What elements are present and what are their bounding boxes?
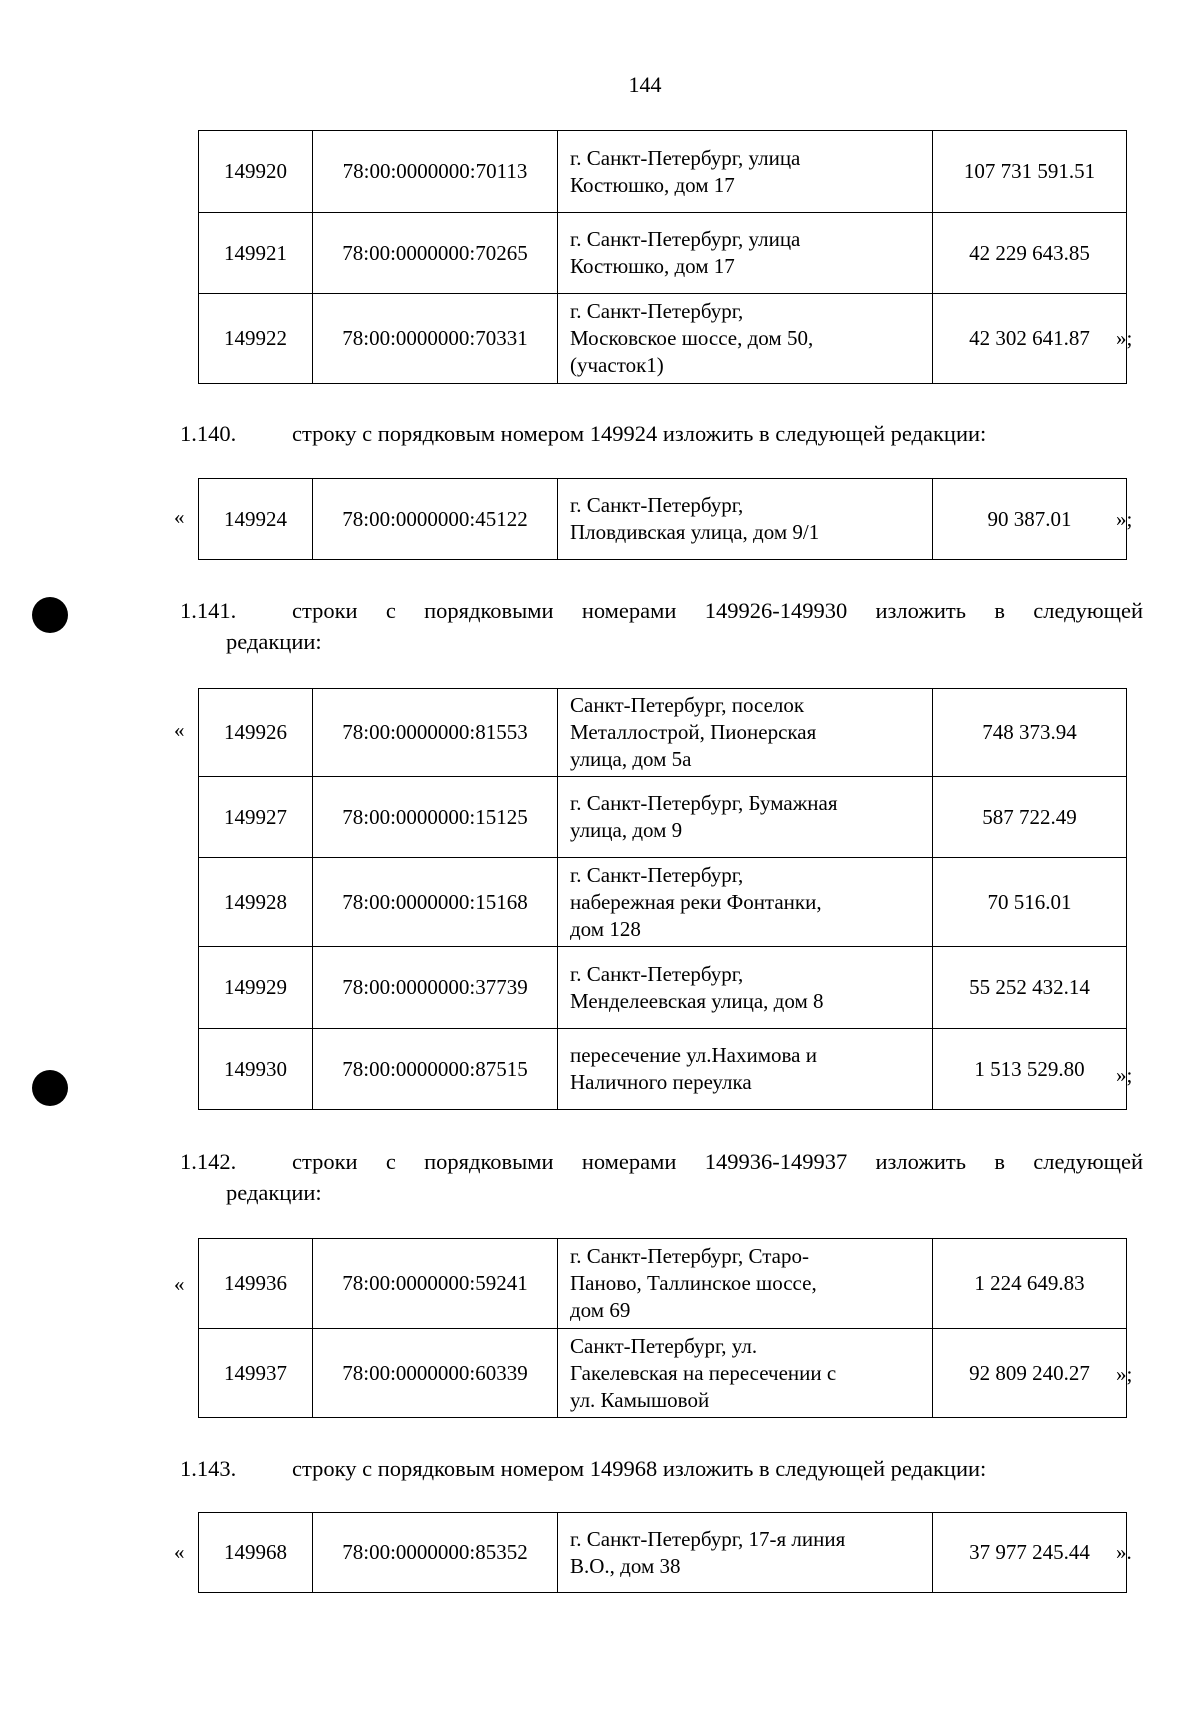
address-line: Наличного переулка <box>570 1070 752 1094</box>
address-line: Менделеевская улица, дом 8 <box>570 988 824 1013</box>
cadastral-number: 78:00:0000000:37739 <box>313 947 558 1029</box>
address <box>558 947 933 1029</box>
address-line: г. Санкт-Петербург, <box>570 299 744 323</box>
address <box>558 479 933 560</box>
address-line: Гакелевская на пересечении с <box>570 1360 837 1385</box>
address-line: ул. Камышовой <box>570 1387 710 1412</box>
paragraph-text: строки с порядковыми номерами 149936-149937 изложить в следующей <box>292 1149 1143 1174</box>
cadastral-value: 42 302 641.87 <box>933 294 1127 384</box>
paragraph-number: 1.140. <box>180 421 237 446</box>
table-row <box>199 777 1127 858</box>
address-line: г. Санкт-Петербург, улица <box>570 145 801 170</box>
address-line: дом 128 <box>570 916 641 941</box>
row-number: 149922 <box>199 294 313 384</box>
cadastral-number: 78:00:0000000:85352 <box>313 1513 558 1593</box>
address <box>558 131 933 213</box>
cadastral-number: 78:00:0000000:15125 <box>313 777 558 858</box>
address <box>558 213 933 294</box>
page-number: 144 <box>628 72 662 97</box>
address-line: (участок1) <box>570 353 664 377</box>
table-149926-149930 <box>198 688 1127 1110</box>
address <box>558 1239 933 1329</box>
cadastral-value: 587 722.49 <box>933 777 1127 858</box>
cadastral-number: 78:00:0000000:70331 <box>313 294 558 384</box>
address <box>558 858 933 947</box>
cadastral-number: 78:00:0000000:15168 <box>313 858 558 947</box>
address-line: г. Санкт-Петербург, <box>570 862 744 887</box>
address <box>558 777 933 858</box>
table-row <box>199 479 1127 560</box>
row-number: 149920 <box>199 131 313 213</box>
address-line: г. Санкт-Петербург, 17-я линия <box>570 1526 846 1551</box>
table-row <box>199 1329 1127 1418</box>
cadastral-value: 1 224 649.83 <box>933 1239 1127 1329</box>
row-number: 149926 <box>199 689 313 777</box>
address-line: пересечение ул.Нахимова и <box>570 1043 817 1067</box>
table-row <box>199 1029 1127 1110</box>
amendment-paragraph <box>180 1146 1143 1177</box>
address <box>558 689 933 777</box>
address-line: В.О., дом 38 <box>570 1553 681 1578</box>
opening-quote: « <box>174 718 185 742</box>
cadastral-value: 70 516.01 <box>933 858 1127 947</box>
address <box>558 1513 933 1593</box>
address-line: г. Санкт-Петербург, <box>570 961 744 986</box>
closing-quote: »; <box>1116 1063 1133 1087</box>
address-line: Костюшко, дом 17 <box>570 172 735 197</box>
row-number: 149927 <box>199 777 313 858</box>
cadastral-number: 78:00:0000000:59241 <box>313 1239 558 1329</box>
cadastral-number: 78:00:0000000:87515 <box>313 1029 558 1110</box>
punch-hole-bottom <box>32 1070 68 1106</box>
address-line: г. Санкт-Петербург, <box>570 493 744 517</box>
opening-quote: « <box>174 1540 185 1564</box>
paragraph-text: строку с порядковым номером 149924 изложить в следующей редакции: <box>292 421 987 446</box>
table-continuation <box>198 130 1127 384</box>
address-line: Санкт-Петербург, ул. <box>570 1333 758 1358</box>
amendment-paragraph-continuation: редакции: <box>226 1180 322 1205</box>
paragraph-number: 1.142. <box>180 1149 237 1174</box>
amendment-paragraph <box>180 418 1143 449</box>
row-number: 149937 <box>199 1329 313 1418</box>
opening-quote: « <box>174 1272 185 1296</box>
row-number: 149924 <box>199 479 313 560</box>
table-row <box>199 131 1127 213</box>
address-line: г. Санкт-Петербург, Старо- <box>570 1244 809 1268</box>
address-line: г. Санкт-Петербург, Бумажная <box>570 791 838 815</box>
cadastral-value: 748 373.94 <box>933 689 1127 777</box>
address-line: Костюшко, дом 17 <box>570 254 735 278</box>
table-row <box>199 294 1127 384</box>
cadastral-value: 92 809 240.27 <box>933 1329 1127 1418</box>
cadastral-number: 78:00:0000000:45122 <box>313 479 558 560</box>
cadastral-value: 37 977 245.44 <box>933 1513 1127 1593</box>
table-row <box>199 213 1127 294</box>
address-line: Паново, Таллинское шоссе, <box>570 1271 817 1295</box>
address-line: Московское шоссе, дом 50, <box>570 326 814 350</box>
cadastral-value: 55 252 432.14 <box>933 947 1127 1029</box>
cadastral-value: 42 229 643.85 <box>933 213 1127 294</box>
row-number: 149928 <box>199 858 313 947</box>
amendment-paragraph <box>180 595 1143 626</box>
closing-quote: »; <box>1116 1362 1133 1386</box>
table-row <box>199 947 1127 1029</box>
row-number: 149936 <box>199 1239 313 1329</box>
table-149936-149937 <box>198 1238 1127 1418</box>
table-149924 <box>198 478 1127 560</box>
paragraph-text: строку с порядковым номером 149968 изложить в следующей редакции: <box>292 1456 987 1481</box>
address <box>558 1029 933 1110</box>
table-row <box>199 1239 1127 1329</box>
address-line: набережная реки Фонтанки, <box>570 889 822 914</box>
cadastral-number: 78:00:0000000:81553 <box>313 689 558 777</box>
opening-quote: « <box>174 505 185 529</box>
address <box>558 294 933 384</box>
address-line: улица, дом 9 <box>570 818 683 842</box>
paragraph-number: 1.141. <box>180 598 237 623</box>
cadastral-number: 78:00:0000000:70113 <box>313 131 558 213</box>
paragraph-number: 1.143. <box>180 1456 237 1481</box>
row-number: 149930 <box>199 1029 313 1110</box>
cadastral-value: 1 513 529.80 <box>933 1029 1127 1110</box>
address-line: Пловдивская улица, дом 9/1 <box>570 520 820 544</box>
cadastral-value: 107 731 591.51 <box>933 131 1127 213</box>
table-149968 <box>198 1512 1127 1593</box>
table-row <box>199 1513 1127 1593</box>
table-row <box>199 858 1127 947</box>
row-number: 149921 <box>199 213 313 294</box>
punch-hole-top <box>32 597 68 633</box>
cadastral-number: 78:00:0000000:60339 <box>313 1329 558 1418</box>
closing-quote: »; <box>1116 507 1133 531</box>
address-line: Металлострой, Пионерская <box>570 720 817 744</box>
address <box>558 1329 933 1418</box>
paragraph-text: строки с порядковыми номерами 149926-149930 изложить в следующей <box>292 598 1143 623</box>
amendment-paragraph <box>180 1453 1143 1484</box>
table-row <box>199 689 1127 777</box>
closing-quote: ». <box>1116 1540 1132 1564</box>
cadastral-value: 90 387.01 <box>933 479 1127 560</box>
row-number: 149968 <box>199 1513 313 1593</box>
closing-quote: »; <box>1116 326 1133 350</box>
amendment-paragraph-continuation: редакции: <box>226 629 322 654</box>
cadastral-number: 78:00:0000000:70265 <box>313 213 558 294</box>
row-number: 149929 <box>199 947 313 1029</box>
address-line: дом 69 <box>570 1298 631 1322</box>
address-line: улица, дом 5а <box>570 747 692 771</box>
address-line: г. Санкт-Петербург, улица <box>570 227 801 251</box>
address-line: Санкт-Петербург, поселок <box>570 693 805 717</box>
